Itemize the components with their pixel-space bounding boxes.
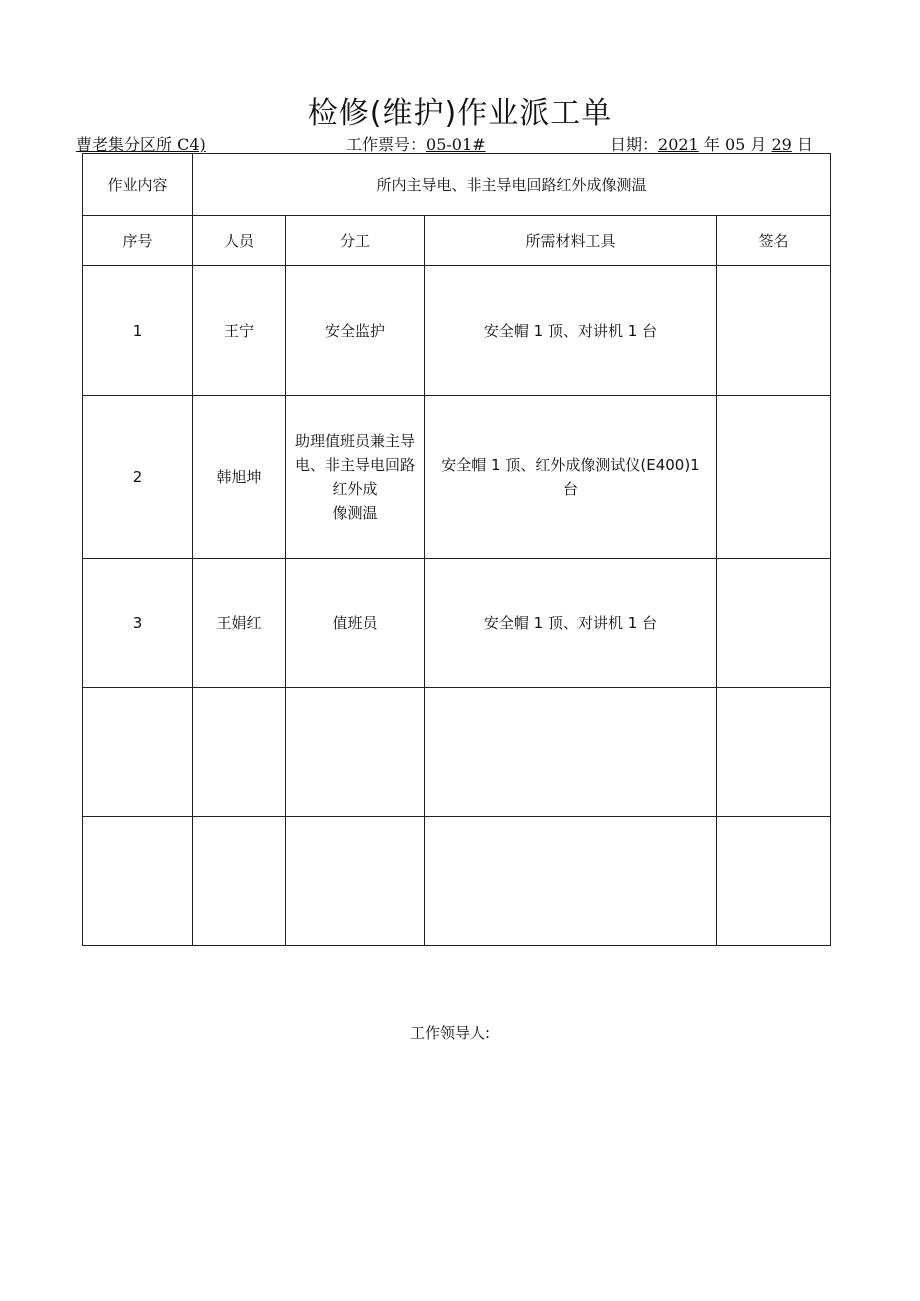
row-no: 1 bbox=[83, 266, 193, 396]
row-sign[interactable] bbox=[717, 817, 831, 946]
date-day: 29 bbox=[771, 135, 792, 154]
row-sign[interactable] bbox=[717, 266, 831, 396]
row-sign[interactable] bbox=[717, 688, 831, 817]
table-row bbox=[83, 266, 831, 396]
date-year: 2021 bbox=[658, 135, 699, 154]
ticket-value: 05-01# bbox=[426, 135, 486, 154]
row-tools bbox=[425, 817, 717, 946]
date-label: 日期： bbox=[610, 135, 659, 154]
row-person: 韩旭坤 bbox=[193, 396, 286, 559]
page-title: 检修(维护)作业派工单 bbox=[307, 96, 613, 131]
column-header-row bbox=[83, 216, 831, 266]
row-sign[interactable] bbox=[717, 396, 831, 559]
row-person bbox=[193, 688, 286, 817]
row-tools: 安全帽 1 顶、对讲机 1 台 bbox=[425, 266, 717, 396]
row-tools bbox=[425, 688, 717, 817]
table-row bbox=[83, 817, 831, 946]
date-month: 05 bbox=[724, 135, 746, 154]
table-row bbox=[83, 688, 831, 817]
col-header-role: 分工 bbox=[286, 216, 425, 266]
col-header-person: 人员 bbox=[193, 216, 286, 266]
row-no bbox=[83, 688, 193, 817]
ticket-label: 工作票号： bbox=[346, 135, 427, 154]
col-header-sign: 签名 bbox=[717, 216, 831, 266]
row-tools: 安全帽 1 顶、对讲机 1 台 bbox=[425, 559, 717, 688]
table-row bbox=[83, 559, 831, 688]
table-row bbox=[83, 396, 831, 559]
row-tools: 安全帽 1 顶、红外成像测试仪(E400)1 台 bbox=[425, 396, 717, 559]
row-no: 3 bbox=[83, 559, 193, 688]
work-leader-label: 工作领导人: bbox=[410, 1024, 491, 1042]
content-value: 所内主导电、非主导电回路红外成像测温 bbox=[193, 154, 831, 216]
row-role: 安全监护 bbox=[286, 266, 425, 396]
unit-name: 曹老集分区所 C4) bbox=[76, 135, 206, 154]
row-no bbox=[83, 817, 193, 946]
row-role bbox=[286, 688, 425, 817]
row-person bbox=[193, 817, 286, 946]
row-role bbox=[286, 817, 425, 946]
row-person: 王宁 bbox=[193, 266, 286, 396]
col-header-tools: 所需材料工具 bbox=[425, 216, 717, 266]
row-role: 助理值班员兼主导 电、非主导电回路 红外成 像测温 bbox=[286, 396, 425, 559]
row-role: 值班员 bbox=[286, 559, 425, 688]
date-field: 日期：2021 年 05 月 29 日 bbox=[610, 135, 813, 154]
row-sign[interactable] bbox=[717, 559, 831, 688]
content-label: 作业内容 bbox=[83, 154, 193, 216]
row-person: 王娟红 bbox=[193, 559, 286, 688]
dispatch-table bbox=[82, 153, 831, 946]
ticket-number bbox=[346, 132, 486, 155]
col-header-no: 序号 bbox=[83, 216, 193, 266]
row-no: 2 bbox=[83, 396, 193, 559]
